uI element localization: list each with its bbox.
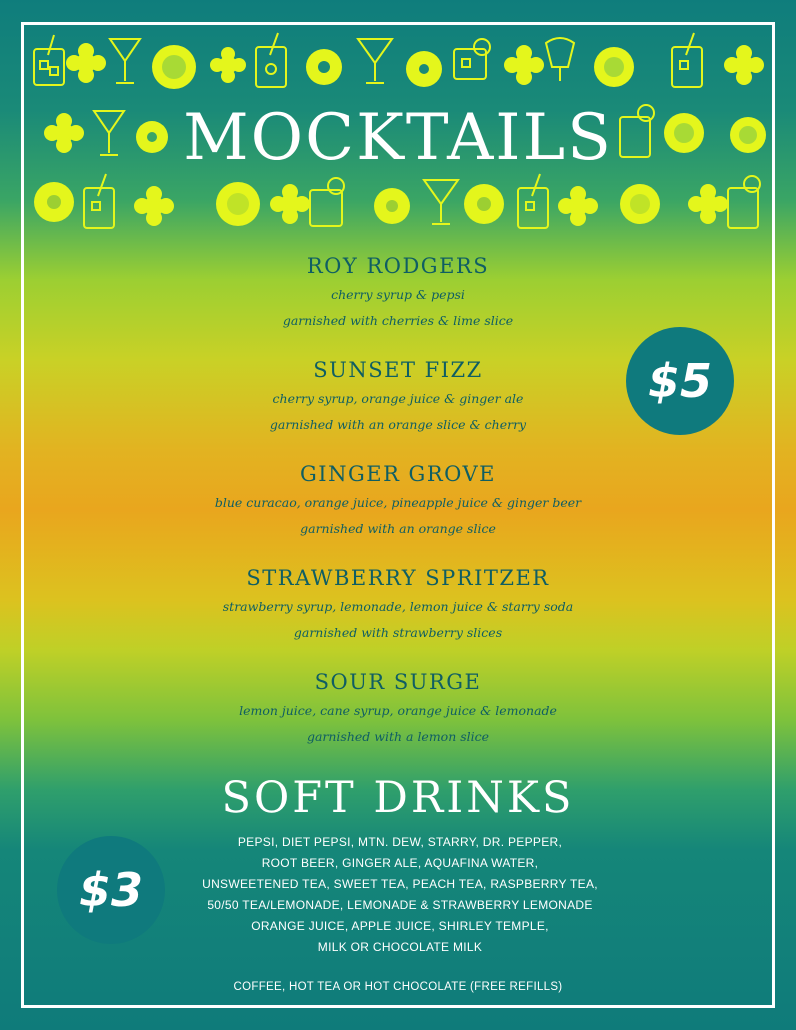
soft-drinks-price-badge: $3 bbox=[57, 836, 165, 944]
martini-glass-icon bbox=[110, 39, 140, 83]
soft-drinks-line: PEPSI, DIET PEPSI, MTN. DEW, STARRY, DR. PEPPER, bbox=[237, 835, 563, 849]
flower-icon bbox=[724, 45, 764, 85]
soft-drinks-line: MILK OR CHOCOLATE MILK bbox=[317, 940, 483, 954]
soft-drinks-line: UNSWEETENED TEA, SWEET TEA, PEACH TEA, RASPBERRY TEA, bbox=[202, 877, 598, 891]
cocktail-glass-icon bbox=[728, 176, 760, 228]
sunburst-flower-icon bbox=[374, 188, 410, 224]
rose-icon bbox=[152, 45, 196, 89]
martini-glass-icon bbox=[358, 39, 392, 83]
drink-ingredients: strawberry syrup, lemonade, lemon juice & starry soda bbox=[222, 599, 574, 614]
flower-icon bbox=[134, 186, 174, 226]
sunburst-flower-icon bbox=[34, 182, 74, 222]
decor-svg-bottom bbox=[24, 170, 772, 234]
sunburst-flower-icon bbox=[464, 184, 504, 224]
flower-icon bbox=[558, 186, 598, 226]
cocktail-glass-icon bbox=[256, 33, 286, 87]
rose-icon bbox=[620, 184, 660, 224]
decor-svg-top bbox=[24, 25, 772, 97]
drink-garnish: garnished with a lemon slice bbox=[306, 729, 490, 744]
list-item bbox=[0, 458, 796, 562]
drink-ingredients: cherry syrup & pepsi bbox=[331, 287, 465, 302]
flower-icon bbox=[688, 184, 728, 224]
rose-icon bbox=[216, 182, 260, 226]
drink-ingredients: cherry syrup, orange juice & ginger ale bbox=[272, 391, 524, 406]
flower-icon bbox=[66, 43, 106, 83]
flower-icon bbox=[504, 45, 544, 85]
sunburst-flower-icon bbox=[406, 51, 442, 87]
sunburst-flower-icon bbox=[306, 49, 342, 85]
soft-drinks-line: ORANGE JUICE, APPLE JUICE, SHIRLEY TEMPLE, bbox=[251, 919, 549, 933]
list-item bbox=[0, 666, 796, 770]
martini-glass-icon bbox=[424, 180, 458, 224]
rose-icon bbox=[594, 47, 634, 87]
cocktail-glass-icon bbox=[310, 178, 344, 226]
martini-glass-icon bbox=[546, 38, 574, 81]
drink-name: GINGER GROVE bbox=[300, 462, 496, 486]
bottom-decor-pattern bbox=[24, 170, 772, 234]
cocktail-glass-icon bbox=[672, 33, 702, 87]
page-title: MOCKTAILS bbox=[183, 101, 613, 175]
soft-drinks-line: 50/50 TEA/LEMONADE, LEMONADE & STRAWBERRY LEMONADE bbox=[207, 898, 593, 912]
drink-name: STRAWBERRY SPRITZER bbox=[246, 566, 550, 590]
soft-drinks-title: SOFT DRINKS bbox=[221, 773, 575, 823]
flower-icon bbox=[210, 47, 246, 83]
cocktail-glass-icon bbox=[34, 35, 64, 85]
cocktail-glass-icon bbox=[518, 174, 548, 228]
drink-garnish: garnished with strawberry slices bbox=[293, 625, 503, 640]
mocktail-price-badge: $5 bbox=[626, 327, 734, 435]
drink-name: SOUR SURGE bbox=[314, 670, 482, 694]
flower-icon bbox=[270, 184, 310, 224]
drink-ingredients: lemon juice, cane syrup, orange juice & lemonade bbox=[239, 703, 557, 718]
soft-drinks-list bbox=[180, 832, 620, 958]
cocktail-glass-icon bbox=[84, 174, 114, 228]
refills-note: COFFEE, HOT TEA OR HOT CHOCOLATE (FREE REFILLS) bbox=[233, 981, 563, 993]
drink-garnish: garnished with an orange slice & cherry bbox=[269, 417, 527, 432]
list-item bbox=[0, 562, 796, 666]
drink-garnish: garnished with cherries & lime slice bbox=[282, 313, 514, 328]
drink-name: SUNSET FIZZ bbox=[313, 358, 483, 382]
soft-drinks-line: ROOT BEER, GINGER ALE, AQUAFINA WATER, bbox=[261, 856, 539, 870]
cocktail-glass-icon bbox=[454, 39, 490, 79]
top-decor-pattern bbox=[24, 25, 772, 97]
drink-name: ROY RODGERS bbox=[306, 254, 490, 278]
drink-ingredients: blue curacao, orange juice, pineapple juice & ginger beer bbox=[214, 495, 582, 510]
drink-garnish: garnished with an orange slice bbox=[300, 521, 496, 536]
